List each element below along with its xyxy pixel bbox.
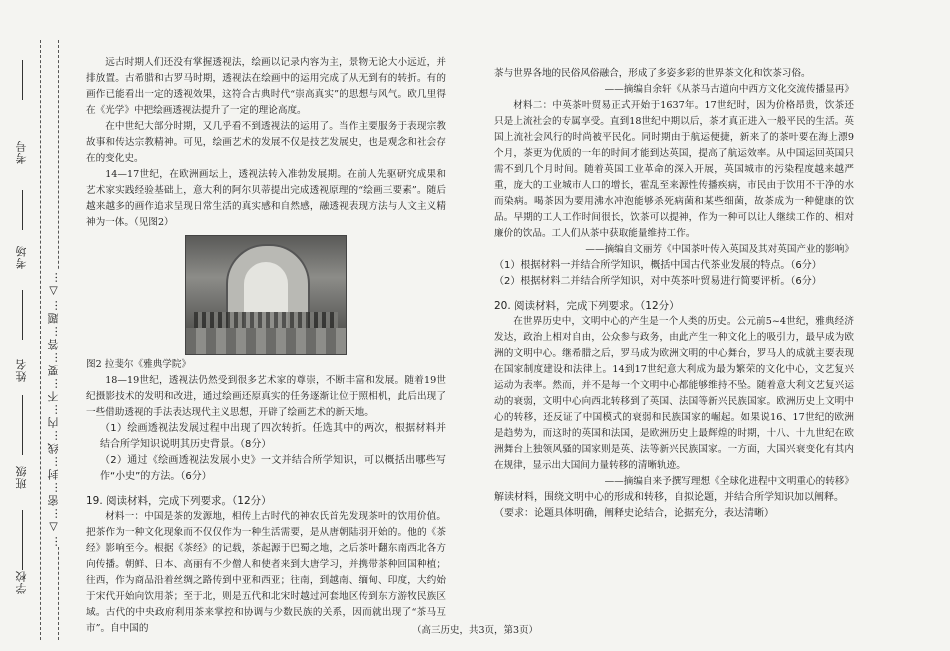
name-underline	[22, 290, 23, 340]
school-label: 学校	[15, 570, 28, 594]
question-18-2: （2）通过《绘画透视法发展小史》一文并结合所学知识，可以概括出哪些写作“小史”的方法。（6分）	[100, 455, 446, 482]
material-one-end: 茶与世界各地的民俗风俗融合，形成了多姿多彩的世界茶文化和饮茶习俗。	[494, 68, 811, 79]
paragraph-modern: 18—19世纪，透视法仍然受到很多艺术家的尊崇，不断丰富和发展。随着19世纪摄影技术的发明和改进，通过绘画还原真实的任务逐渐让位于照相机，此后出现了一些借助透视的手法表达现代主义思想，开辟了绘画艺术的新天地。	[86, 375, 446, 418]
material-two: 材料二：中英茶叶贸易正式开始于1637年。17世纪时，因为价格昂贵，饮茶还只是上流社会的专属享受。直到18世纪中期以后，茶才真正进入一般平民的生活。英国上流社会风行的时尚被平民化。同时期由于航运便捷，新来了的茶叶要在海上漂9个月，茶更为优质的一年的时间才能到达英国，提高了航运效率。从中国运回英国只需不到几个月时间。随着英国工业革命的深入开展，英国城市的污染程度越来越严重，庞大的工业城市人口的增长，霍乱至来源性传播疾病，市民由于饮用不干净的水而染病。喝茶因为要用沸水冲泡能够杀死病菌和某些细菌，故茶成为一种健康的饮品。早期的工人工作时间很长，饮茶可以提神，作为一种可以让人继续工作的、相对廉价的饮品。工人们从茶中获取能量维持工作。	[494, 100, 854, 239]
binding-line-outer	[40, 40, 41, 640]
floor-shape	[186, 328, 346, 354]
question-18-1: （1）绘画透视法发展过程中出现了四次转折。任选其中的两次，根据材料并结合所学知识说明其历史背景。（8分）	[100, 423, 446, 450]
question-20-requirements: （要求：论题具体明确，阐释史论结合，论据充分，表达清晰）	[494, 508, 774, 519]
school-of-athens-image	[185, 235, 347, 355]
binding-margin	[0, 40, 70, 640]
left-column	[86, 55, 446, 637]
material-three-source: ——摘编自来予撰写理想《全球化进程中文明重心的转移》	[604, 476, 854, 487]
material-one: 材料一：中国是茶的发源地，相传上古时代的神农氏首先发现茶叶的饮用价值。把茶作为一种文化现象而不仅仅作为一种生活需要，是从唐朝陆羽开始的。他的《茶经》影响至今。根据《茶经》的记载，茶起源于巴蜀之地，之后茶叶翻东南西北各方向传播。朝鲜、日本、高丽有不少僧人和使者来到大唐学习，并携带茶种回国种植；往西，作为商品沿着丝绸之路传到中亚和西亚；往南，到越南、缅甸、印度，大约始于宋代开始向饮用茶；至于北，则是五代和北宋时越过河套地区传到东方游牧民族区域。古代的中央政府利用茶来掌控和协调与少数民族的关系，因而就出现了“茶马互市”。自中国的	[86, 511, 446, 634]
class-underline	[22, 395, 23, 455]
figure-caption: 图2 拉斐尔《雅典学院》	[86, 359, 192, 370]
room-label: 考场	[15, 245, 28, 269]
material-one-source: ——摘编自余轩《从茶马古道向中西方文化交流传播显再》	[604, 84, 854, 95]
class-label: 班级	[15, 465, 28, 489]
seal-notice: …△…密…封…线…内…不…要…答…题…△…	[47, 270, 60, 547]
exam-no-underline	[22, 60, 23, 100]
room-underline	[22, 190, 23, 230]
page-footer: （高三历史，共3页，第3页）	[411, 625, 539, 636]
paragraph-medieval: 在中世纪大部分时期，又几乎看不到透视法的运用了。当作主要服务于表现宗教故事和传达宗教精神。可见，绘画艺术的发展不仅是技艺发展史，也是观念和社会存在的变化史。	[86, 121, 446, 164]
exam-no-label: 考号	[15, 140, 28, 164]
question-20-task: 解读材料，围绕文明中心的形成和转移，自拟论题，并结合所学知识加以阐释。	[494, 492, 844, 503]
paragraph-ancient: 远古时期人们还没有掌握透视法，绘画以记录内容为主，景物无论大小远近，并排放置。古希腊和古罗马时期，透视法在绘画中的运用完成了从无到有的转折。有的画作已能看出一定的透视效果，这符合古典时代“崇高真实”的思想与风气。欧几里得在《光学》中把绘画透视法提升了一定的理论高度。	[86, 57, 446, 116]
question-19-2: （2）根据材料二并结合所学知识，对中英茶叶贸易进行简要评析。（6分）	[494, 276, 822, 287]
right-column	[494, 66, 854, 522]
paragraph-renaissance: 14—17世纪，在欧洲画坛上，透视法转入准勃发展期。在前人先驱研究成果和艺术家实践经验基础上，意大利的阿尔贝蒂提出完成透视原理的“绘画三要素”。随后越来越多的画作追求呈现日常生活的真实感和自然感，融透视表现方法与人文主义精神为一体。（见图2）	[86, 169, 446, 228]
school-underline	[22, 510, 23, 570]
name-label: 姓名	[15, 358, 28, 382]
question-20-heading: 20. 阅读材料，完成下列要求。（12分）	[494, 300, 680, 312]
question-19-heading: 19. 阅读材料，完成下列要求。（12分）	[86, 495, 272, 507]
material-two-source: ——摘编自文丽芳《中国茶叶传入英国及其对英国产业的影响》	[585, 244, 854, 255]
material-three: 在世界历史中，文明中心的产生是一个人类的历史。公元前5~4世纪，雅典经济发达，政治上相对自由，公众参与政务，由此产生一种文化上的吸引力，最早成为欧洲的文明中心。继希腊之后，罗马成为欧洲文明的中心舞台，罗马人的成就主要表现在国家制度建设和法律上。14到17世纪意大利成为最为繁荣的文化中心，文艺复兴运动为表率。然而，并不是每一个文明中心都能够维持不坠。随着意大利文艺复兴运动的衰弱，文明中心向西北转移到了英国、法国等新兴民族国家。欧洲历史上文明中心的转移，还反证了中国模式的衰弱和民族国家的崛起。如果说16、17世纪的欧洲是趋势为，而这时的英国和法国，是欧洲历史上最辉煌的时期，十八、十九世纪在欧洲舞台上独领风骚的国家则是英、法等新兴民族国家。一方面，大国兴衰变化有其内在规律，显示出大国间力量转移的清晰轨迹。	[494, 316, 854, 471]
question-19-1: （1）根据材料一并结合所学知识，概括中国古代茶业发展的特点。（6分）	[494, 260, 822, 271]
